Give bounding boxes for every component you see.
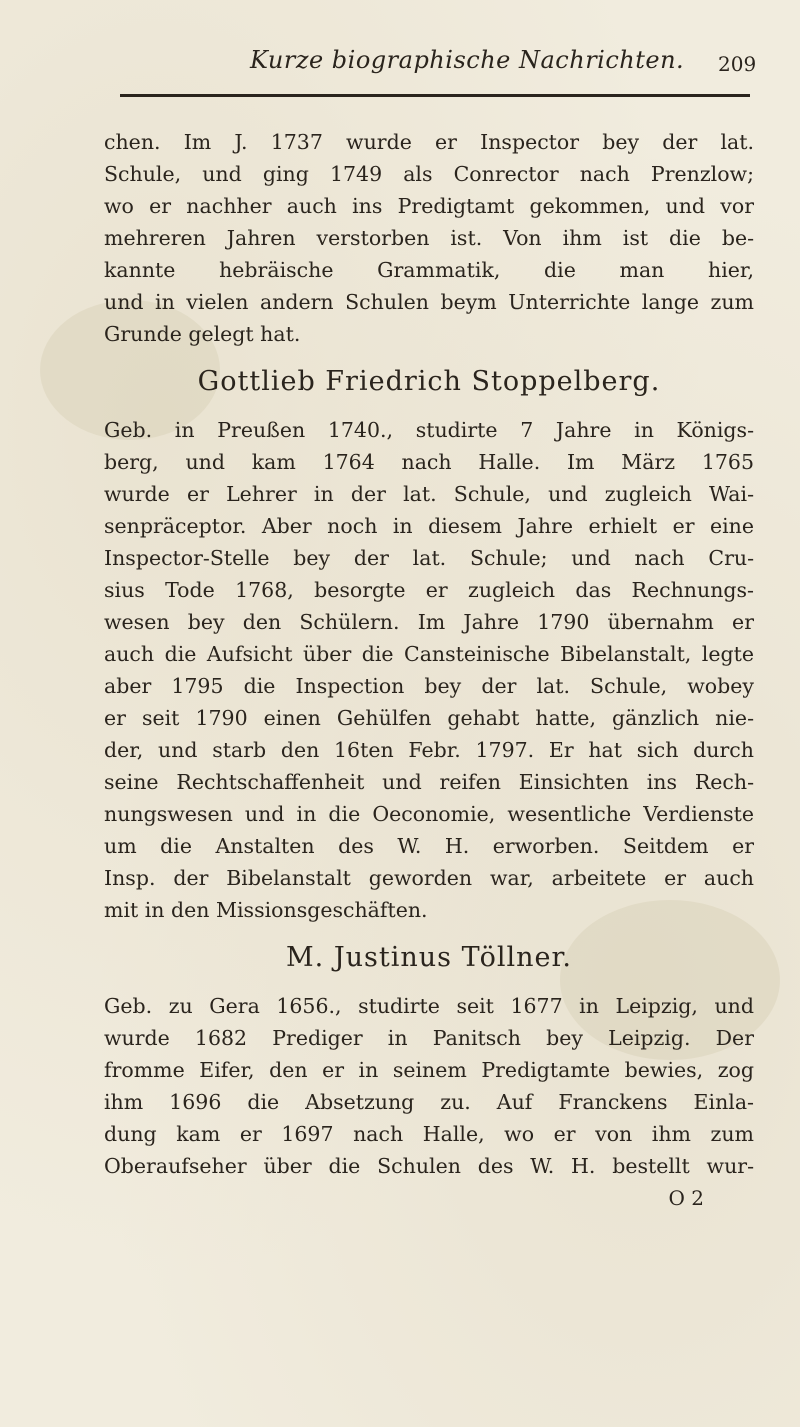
text-line: sius Tode 1768, besorgte er zugleich das Rechnungs- [104, 578, 754, 602]
text-line: er seit 1790 einen Gehülfen gehabt hatte, gänzlich nie- [104, 706, 754, 730]
text-line: Oberaufseher über die Schulen des W. H. bestellt wur- [104, 1154, 754, 1178]
running-head [0, 46, 800, 86]
text-line: Geb. zu Gera 1656., studirte seit 1677 in Leipzig, und [104, 994, 754, 1018]
text-line: kannte hebräische Grammatik, die man hier, [104, 258, 754, 282]
text-line: wesen bey den Schülern. Im Jahre 1790 übernahm er [104, 610, 754, 634]
section-heading: M. Justinus Töllner. [286, 942, 572, 973]
text-line: Geb. in Preußen 1740., studirte 7 Jahre in Königs- [104, 418, 754, 442]
text-line: aber 1795 die Inspection bey der lat. Schule, wobey [104, 674, 754, 698]
text-line: Insp. der Bibelanstalt geworden war, arbeitete er auch [104, 866, 754, 890]
header-rule [120, 94, 750, 97]
text-line: Schule, und ging 1749 als Conrector nach Prenzlow; [104, 162, 754, 186]
section-gap [104, 350, 754, 366]
section-gap [104, 398, 754, 414]
running-title: Kurze biographische Nachrichten. [250, 46, 685, 74]
text-line: mit in den Missionsgeschäften. [104, 898, 428, 922]
text-line: mehreren Jahren verstorben ist. Von ihm ist die be- [104, 226, 754, 250]
section-gap [104, 926, 754, 942]
text-line: und in vielen andern Schulen beym Unterrichte lange zum [104, 290, 754, 314]
page-number: 209 [718, 52, 757, 76]
signature-mark: O 2 [668, 1186, 704, 1210]
text-line: wurde er Lehrer in der lat. Schule, und zugleich Wai- [104, 482, 754, 506]
body-text [104, 126, 754, 1214]
text-line: der, und starb den 16ten Febr. 1797. Er hat sich durch [104, 738, 754, 762]
text-line: seine Rechtschaffenheit und reifen Einsichten ins Rech- [104, 770, 754, 794]
text-line: berg, und kam 1764 nach Halle. Im März 1765 [104, 450, 754, 474]
text-line: wo er nachher auch ins Predigtamt gekommen, und vor [104, 194, 754, 218]
text-line: nungswesen und in die Oeconomie, wesentliche Verdienste [104, 802, 754, 826]
text-line: fromme Eifer, den er in seinem Predigtamte bewies, zog [104, 1058, 754, 1082]
text-line: chen. Im J. 1737 wurde er Inspector bey der lat. [104, 130, 754, 154]
text-line: senpräceptor. Aber noch in diesem Jahre erhielt er eine [104, 514, 754, 538]
text-line: wurde 1682 Prediger in Panitsch bey Leipzig. Der [104, 1026, 754, 1050]
text-line: dung kam er 1697 nach Halle, wo er von ihm zum [104, 1122, 754, 1146]
text-line: Grunde gelegt hat. [104, 322, 301, 346]
text-line: ihm 1696 die Absetzung zu. Auf Franckens Einla- [104, 1090, 754, 1114]
section-heading: Gottlieb Friedrich Stoppelberg. [197, 366, 661, 397]
text-line: auch die Aufsicht über die Cansteinische Bibelanstalt, legte [104, 642, 754, 666]
text-line: Inspector-Stelle bey der lat. Schule; und nach Cru- [104, 546, 754, 570]
text-line: um die Anstalten des W. H. erworben. Seitdem er [104, 834, 754, 858]
section-gap [104, 974, 754, 990]
